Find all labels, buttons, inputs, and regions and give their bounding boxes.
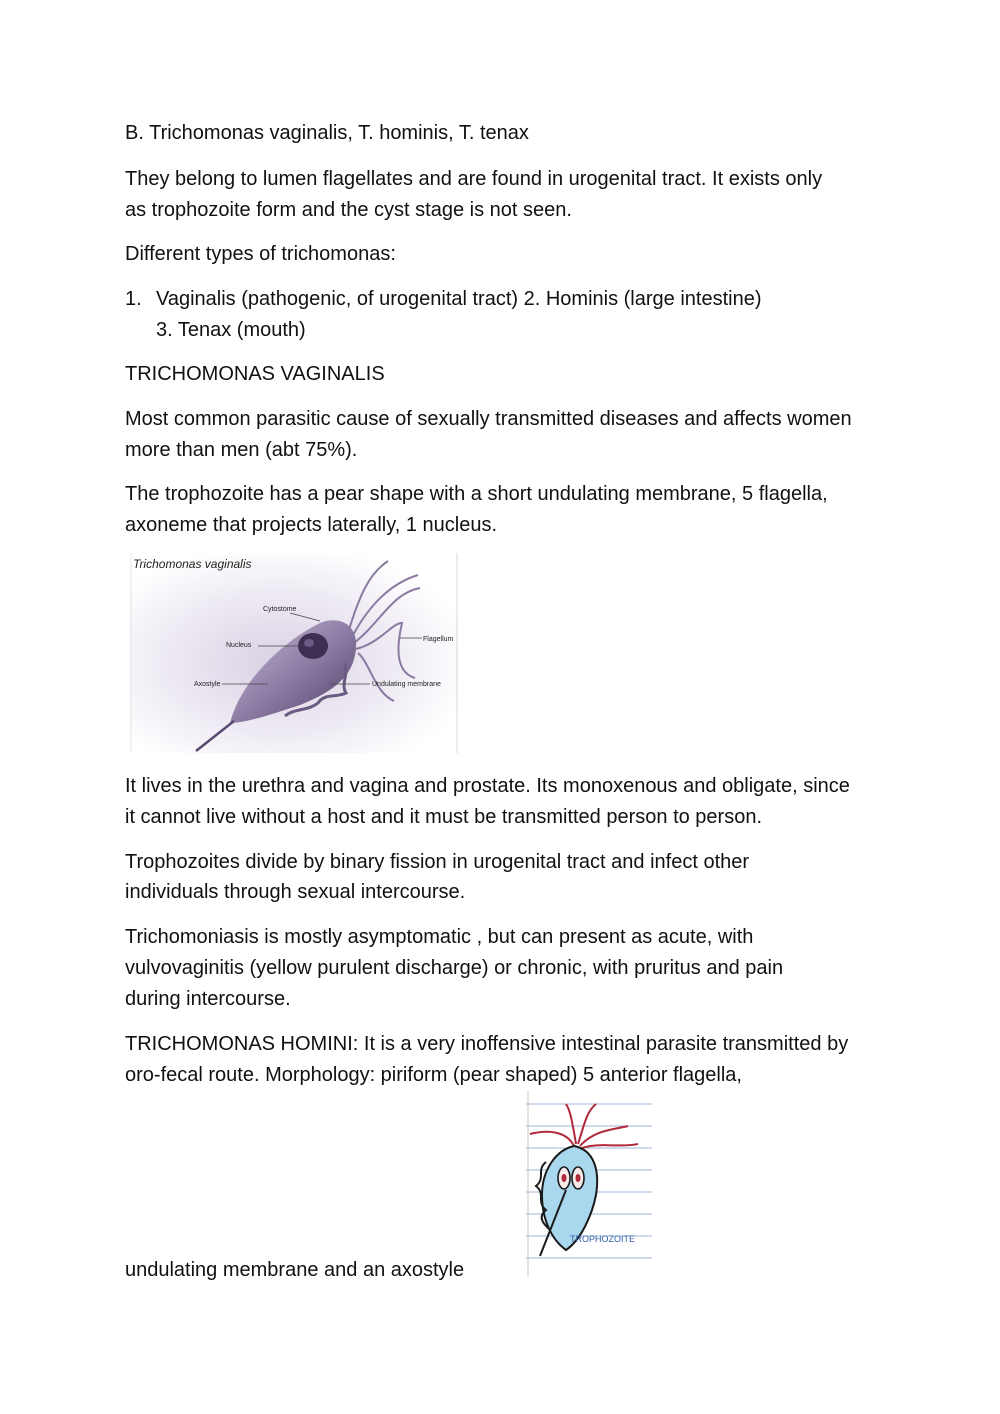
tv-p4-line-2: individuals through sexual intercourse.: [125, 881, 466, 903]
label-flagellum: Flagellum: [423, 636, 454, 643]
tv-p2-line-1: The trophozoite has a pear shape with a short undulating membrane, 5 flagella,: [125, 483, 828, 505]
tv-p3-line-1: It lives in the urethra and vagina and prostate. Its monoxenous and obligate, since: [125, 775, 850, 797]
tv-p5-line-3: during intercourse.: [125, 988, 291, 1010]
intro-line-1: They belong to lumen flagellates and are found in urogenital tract. It exists only: [125, 168, 823, 190]
label-nucleus: Nucleus: [226, 642, 252, 649]
list-line-1: Vaginalis (pathogenic, of urogenital tract) 2. Hominis (large intestine): [156, 288, 762, 310]
label-undulating-membrane: Undulating membrane: [372, 681, 441, 688]
th-line-3: undulating membrane and an axostyle: [125, 1259, 465, 1281]
nucleus-shape: [298, 633, 328, 659]
th-line-1: TRICHOMONAS HOMINI: It is a very inoffensive intestinal parasite transmitted by: [125, 1033, 849, 1055]
trichomonas-vaginalis-figure: [130, 553, 458, 753]
tv-p1-line-2: more than men (abt 75%).: [125, 439, 358, 461]
list-number: 1.: [125, 288, 142, 310]
tv-p2-line-2: axoneme that projects laterally, 1 nucleus.: [125, 514, 498, 536]
label-cytostome: Cytostome: [263, 606, 297, 613]
trophozoite-sketch-figure: [526, 1090, 652, 1276]
th-line-2: oro-fecal route. Morphology: piriform (pear shaped) 5 anterior flagella,: [125, 1064, 742, 1086]
tv-p4-line-1: Trophozoites divide by binary fission in urogenital tract and infect other: [125, 851, 750, 873]
section-heading: B. Trichomonas vaginalis, T. hominis, T. tenax: [125, 122, 529, 144]
tv-p1-line-1: Most common parasitic cause of sexually transmitted diseases and affects women: [125, 408, 852, 430]
tv-p5-line-1: Trichomoniasis is mostly asymptomatic , but can present as acute, with: [125, 926, 754, 948]
tv-heading: TRICHOMONAS VAGINALIS: [125, 363, 385, 385]
sketch-label: TROPHOZOITE: [570, 1234, 635, 1244]
figure-title: Trichomonas vaginalis: [133, 557, 252, 571]
trophozoite-sketch: [526, 1090, 652, 1276]
list-line-2: 3. Tenax (mouth): [156, 319, 306, 341]
tv-p5-line-2: vulvovaginitis (yellow purulent discharge) or chronic, with pruritus and pain: [125, 957, 784, 979]
label-axostyle: Axostyle: [194, 681, 221, 688]
types-heading: Different types of trichomonas:: [125, 243, 396, 265]
trichomonas-diagram: [130, 553, 458, 753]
intro-line-2: as trophozoite form and the cyst stage is not seen.: [125, 199, 572, 221]
tv-p3-line-2: it cannot live without a host and it must be transmitted person to person.: [125, 806, 763, 828]
